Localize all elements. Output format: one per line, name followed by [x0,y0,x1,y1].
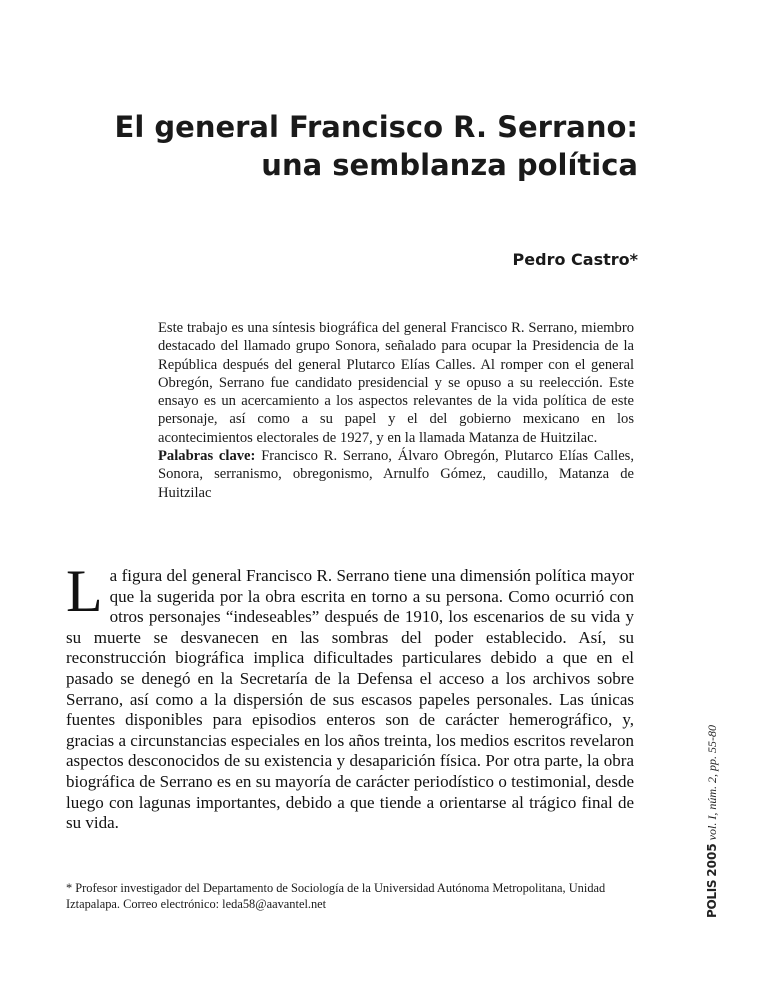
abstract [158,319,634,502]
title-line-1: El general Francisco R. Serrano: [114,110,638,144]
author-name: Pedro Castro* [512,250,638,269]
title-line-2: una semblanza política [261,148,638,182]
drop-cap: L [66,558,103,624]
article-title [78,108,638,184]
keywords-list: Francisco R. Serrano, Álvaro Obregón, Plutarco Elías Calles, Sonora, serranismo, obregonismo, Arnulfo Gómez, caudillo, Matanza de Huitzilac [158,448,635,501]
journal-name: POLIS [705,879,719,918]
body-paragraph [66,558,634,834]
keywords-label: Palabras clave: [158,448,256,465]
journal-year: 2005 [705,843,719,877]
body-text: a figura del general Francisco R. Serrano tiene una dimensión política mayor que la sugerida por la obra escrita en torno a su persona. Como ocurrió con otros personajes “indeseables” después de 1910, los escenarios de su vida y su muerte se desvanecen en las sombras del poder establecido. Así, su reconstrucción biográfica implica dificultades particulares debido a que en el pasado se denegó en la Secretaría de la Defensa el acceso a los archivos sobre Serrano, así como a la dispersión de sus escasos papeles personales. Las únicas fuentes disponibles para episodios enteros son de carácter hemerográfico, y, gracias a circunstancias especiales en los años treinta, los medios escritos revelaron aspectos desconocidos de su existencia y desaparición física. Por otra parte, la obra biográfica de Serrano es en su mayoría de carácter periodístico o testimonial, desde luego con lagunas importantes, debido a que tiende a orientarse al trágico final de su vida. [66,566,634,833]
journal-issue: vol. I, núm. 2, pp. 55-80 [705,725,719,841]
journal-citation [705,725,720,918]
footnote [66,880,634,912]
footnote-text: * Profesor investigador del Departamento de Sociología de la Universidad Autónoma Metropolitana, Unidad Iztapalapa. Correo electrónico: leda58@aavantel.net [66,881,606,911]
abstract-text: Este trabajo es una síntesis biográfica del general Francisco R. Serrano, miembro destacado del llamado grupo Sonora, señalado para ocupar la Presidencia de la República después del general Plutarco Elías Calles. Al romper con el general Obregón, Serrano fue candidato presidencial y se opuso a su reelección. Este ensayo es un acercamiento a los aspectos relevantes de la vida política de este personaje, así como a su papel y el del gobierno mexicano en los acontecimientos electorales de 1927, y en la llamada Matanza de Huitzilac. [158,320,634,446]
keywords [158,447,634,502]
